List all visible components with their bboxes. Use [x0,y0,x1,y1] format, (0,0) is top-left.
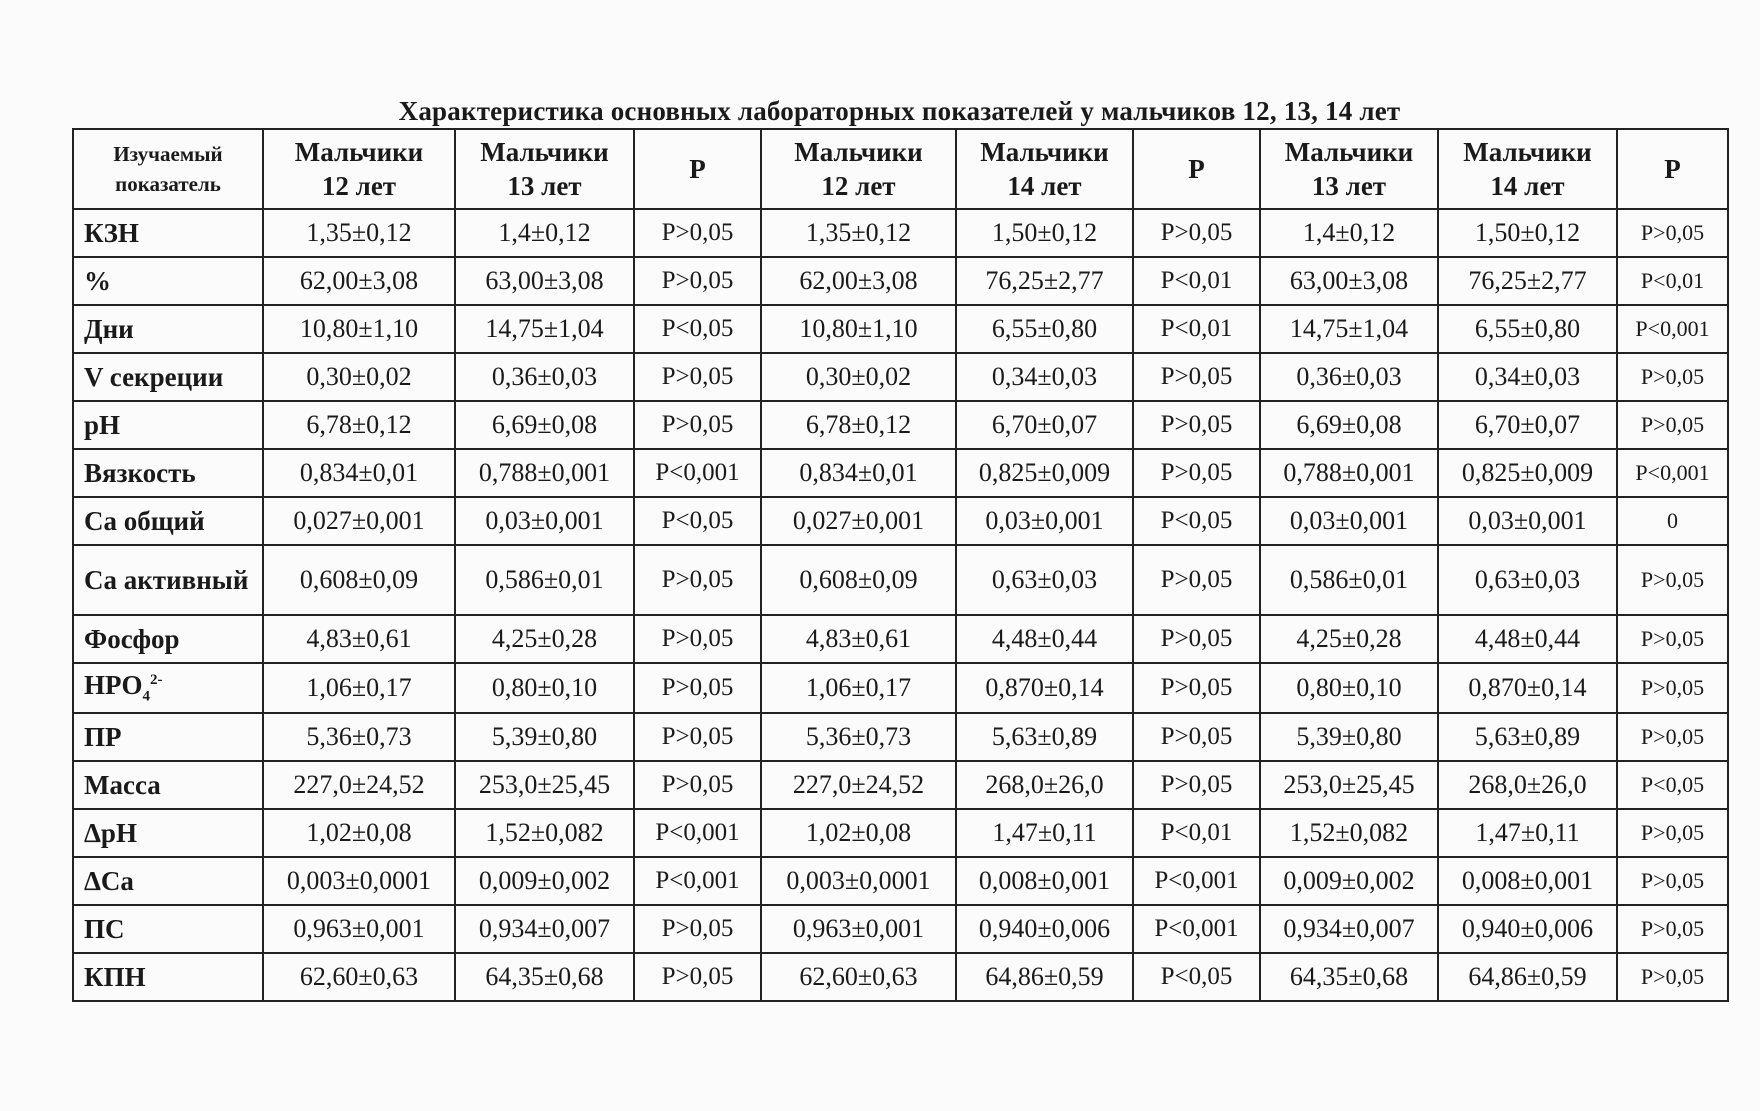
column-header-boys-12 [263,129,455,209]
value-cell: 5,63±0,89 [956,713,1133,761]
value-cell: 1,35±0,12 [761,209,956,257]
p-value-cell: 0 [1617,497,1728,545]
p-value-cell: P>0,05 [634,353,761,401]
p-value-cell: P>0,05 [634,401,761,449]
p-value-cell: P>0,05 [1617,713,1728,761]
value-cell: 1,02±0,08 [761,809,956,857]
value-cell: 0,34±0,03 [1438,353,1617,401]
value-cell: 1,50±0,12 [956,209,1133,257]
value-cell: 0,03±0,001 [455,497,634,545]
column-header-boys-14 [956,129,1133,209]
p-value-cell: P<0,001 [634,809,761,857]
table-row [73,615,1728,663]
value-cell: 6,78±0,12 [761,401,956,449]
header-text: Мальчики [794,137,923,167]
row-parameter-name [73,713,263,761]
row-parameter-name [73,401,263,449]
p-value-cell: P>0,05 [1133,713,1260,761]
value-cell: 62,60±0,63 [761,953,956,1001]
value-cell: 0,608±0,09 [761,545,956,615]
value-cell: 0,003±0,0001 [263,857,455,905]
p-value-cell: P>0,05 [1617,615,1728,663]
p-value-cell: P<0,05 [1133,953,1260,1001]
table-row [73,353,1728,401]
value-cell: 5,39±0,80 [1260,713,1438,761]
parameter-label: % [84,266,111,296]
parameter-label: Са общий [84,506,205,536]
value-cell: 0,008±0,001 [1438,857,1617,905]
header-text: P [1664,154,1681,184]
row-parameter-name [73,257,263,305]
p-value-cell: P>0,05 [1617,953,1728,1001]
value-cell: 227,0±24,52 [263,761,455,809]
parameter-label: Фосфор [84,624,180,654]
value-cell: 76,25±2,77 [1438,257,1617,305]
p-value-cell: P>0,05 [1617,353,1728,401]
value-cell: 0,30±0,02 [761,353,956,401]
row-parameter-name [73,761,263,809]
parameter-superscript: 2- [150,672,163,688]
value-cell: 0,36±0,03 [1260,353,1438,401]
value-cell: 0,934±0,007 [1260,905,1438,953]
value-cell: 1,4±0,12 [1260,209,1438,257]
value-cell: 5,39±0,80 [455,713,634,761]
value-cell: 6,69±0,08 [455,401,634,449]
table-row [73,809,1728,857]
table-row [73,497,1728,545]
table-row [73,545,1728,615]
value-cell: 76,25±2,77 [956,257,1133,305]
table-row [73,449,1728,497]
table-row [73,761,1728,809]
p-value-cell: P>0,05 [1133,761,1260,809]
p-value-cell: P>0,05 [1617,401,1728,449]
value-cell: 0,608±0,09 [263,545,455,615]
value-cell: 1,52±0,082 [455,809,634,857]
header-text: 13 лет [1311,171,1387,201]
value-cell: 1,06±0,17 [263,663,455,713]
value-cell: 0,586±0,01 [1260,545,1438,615]
table-body [73,209,1728,1001]
p-value-cell: P<0,05 [1617,761,1728,809]
table-row [73,209,1728,257]
row-parameter-name [73,905,263,953]
value-cell: 0,009±0,002 [1260,857,1438,905]
p-value-cell: P>0,05 [1617,857,1728,905]
value-cell: 0,36±0,03 [455,353,634,401]
value-cell: 0,027±0,001 [761,497,956,545]
value-cell: 253,0±25,45 [455,761,634,809]
header-text: P [1188,154,1205,184]
value-cell: 0,63±0,03 [956,545,1133,615]
value-cell: 6,55±0,80 [1438,305,1617,353]
column-header-boys-13 [455,129,634,209]
parameter-label: КПН [84,962,146,993]
row-parameter-name [73,953,263,1001]
value-cell: 0,03±0,001 [1438,497,1617,545]
p-value-cell: P<0,01 [1133,257,1260,305]
parameter-label: V секреции [84,362,224,392]
value-cell: 0,934±0,007 [455,905,634,953]
value-cell: 62,00±3,08 [263,257,455,305]
table-row [73,857,1728,905]
header-text: Мальчики [480,137,609,167]
parameter-label: ΔCa [84,866,134,897]
value-cell: 6,69±0,08 [1260,401,1438,449]
parameter-subscript: 4 [142,688,150,705]
p-value-cell: P>0,05 [1617,905,1728,953]
column-header-boys-14 [1438,129,1617,209]
value-cell: 0,03±0,001 [1260,497,1438,545]
value-cell: 1,52±0,082 [1260,809,1438,857]
column-header-p [634,129,761,209]
p-value-cell: P>0,05 [1133,615,1260,663]
value-cell: 6,78±0,12 [263,401,455,449]
column-header-p [1133,129,1260,209]
p-value-cell: P>0,05 [1133,209,1260,257]
header-text: 12 лет [321,171,397,201]
header-text: Мальчики [980,137,1109,167]
header-text: 14 лет [1007,171,1082,201]
value-cell: 6,70±0,07 [1438,401,1617,449]
value-cell: 0,870±0,14 [956,663,1133,713]
header-text: 13 лет [507,171,582,201]
value-cell: 4,83±0,61 [263,615,455,663]
value-cell: 0,788±0,001 [455,449,634,497]
p-value-cell: P<0,05 [1133,497,1260,545]
value-cell: 0,027±0,001 [263,497,455,545]
value-cell: 0,825±0,009 [1438,449,1617,497]
column-header-boys-13 [1260,129,1438,209]
value-cell: 1,35±0,12 [263,209,455,257]
value-cell: 14,75±1,04 [455,305,634,353]
p-value-cell: P>0,05 [1133,663,1260,713]
parameter-label: Са активный [84,565,249,595]
header-text: Мальчики [1284,137,1414,167]
p-value-cell: P<0,05 [634,305,761,353]
p-value-cell: P>0,05 [1133,449,1260,497]
table-row [73,305,1728,353]
value-cell: 0,788±0,001 [1260,449,1438,497]
value-cell: 1,02±0,08 [263,809,455,857]
value-cell: 1,06±0,17 [761,663,956,713]
value-cell: 6,70±0,07 [956,401,1133,449]
parameter-label: КЗН [84,218,139,248]
parameter-label: ПС [84,914,125,945]
header-text: Изучаемый [113,142,223,166]
value-cell: 227,0±24,52 [761,761,956,809]
p-value-cell: P>0,05 [634,615,761,663]
value-cell: 0,80±0,10 [1260,663,1438,713]
value-cell: 64,86±0,59 [1438,953,1617,1001]
row-parameter-name [73,615,263,663]
value-cell: 14,75±1,04 [1260,305,1438,353]
value-cell: 62,60±0,63 [263,953,455,1001]
p-value-cell: P>0,05 [634,713,761,761]
table-row [73,953,1728,1001]
p-value-cell: P<0,01 [1133,305,1260,353]
p-value-cell: P>0,05 [1133,353,1260,401]
lab-indicators-table [72,128,1729,1002]
p-value-cell: P>0,05 [1617,545,1728,615]
value-cell: 0,834±0,01 [761,449,956,497]
row-parameter-name [73,809,263,857]
p-value-cell: P<0,001 [1617,305,1728,353]
header-text: P [689,154,706,184]
value-cell: 64,86±0,59 [956,953,1133,1001]
p-value-cell: P<0,05 [634,497,761,545]
p-value-cell: P>0,05 [634,257,761,305]
value-cell: 1,4±0,12 [455,209,634,257]
value-cell: 0,03±0,001 [956,497,1133,545]
row-parameter-name [73,857,263,905]
value-cell: 268,0±26,0 [956,761,1133,809]
row-parameter-name [73,305,263,353]
value-cell: 62,00±3,08 [761,257,956,305]
row-parameter-name [73,545,263,615]
p-value-cell: P>0,05 [1617,209,1728,257]
value-cell: 253,0±25,45 [1260,761,1438,809]
value-cell: 63,00±3,08 [455,257,634,305]
p-value-cell: P<0,01 [1617,257,1728,305]
p-value-cell: P<0,001 [634,449,761,497]
p-value-cell: P>0,05 [634,545,761,615]
row-parameter-name [73,449,263,497]
p-value-cell: P>0,05 [634,209,761,257]
value-cell: 0,940±0,006 [1438,905,1617,953]
p-value-cell: P>0,05 [634,905,761,953]
row-parameter-name [73,663,263,713]
p-value-cell: P>0,05 [634,953,761,1001]
value-cell: 0,009±0,002 [455,857,634,905]
parameter-label: ΔpH [84,818,137,849]
p-value-cell: P>0,05 [634,663,761,713]
p-value-cell: P<0,001 [1133,857,1260,905]
row-parameter-name [73,209,263,257]
value-cell: 0,008±0,001 [956,857,1133,905]
value-cell: 0,834±0,01 [263,449,455,497]
value-cell: 0,63±0,03 [1438,545,1617,615]
parameter-label: HPO [84,670,143,700]
row-parameter-name [73,353,263,401]
value-cell: 0,870±0,14 [1438,663,1617,713]
header-text: Мальчики [1463,137,1592,167]
p-value-cell: P<0,001 [634,857,761,905]
p-value-cell: P<0,01 [1133,809,1260,857]
value-cell: 4,48±0,44 [956,615,1133,663]
value-cell: 63,00±3,08 [1260,257,1438,305]
table-row [73,713,1728,761]
column-header-parameter [73,129,263,209]
column-header-boys-12 [761,129,956,209]
parameter-label: Масса [84,770,161,801]
parameter-label: pH [84,410,121,440]
p-value-cell: P<0,001 [1133,905,1260,953]
value-cell: 4,25±0,28 [455,615,634,663]
value-cell: 5,36±0,73 [263,713,455,761]
parameter-label: Вязкость [84,458,196,488]
header-text: Мальчики [294,137,424,167]
value-cell: 5,63±0,89 [1438,713,1617,761]
value-cell: 4,83±0,61 [761,615,956,663]
value-cell: 6,55±0,80 [956,305,1133,353]
table-row [73,401,1728,449]
p-value-cell: P>0,05 [1617,809,1728,857]
value-cell: 1,50±0,12 [1438,209,1617,257]
value-cell: 0,940±0,006 [956,905,1133,953]
p-value-cell: P>0,05 [1617,663,1728,713]
table-row [73,905,1728,953]
value-cell: 10,80±1,10 [263,305,455,353]
row-parameter-name [73,497,263,545]
table-title: Характеристика основных лабораторных показателей у мальчиков 12, 13, 14 лет [398,96,1401,126]
p-value-cell: P>0,05 [1133,401,1260,449]
value-cell: 1,47±0,11 [956,809,1133,857]
table-row [73,663,1728,713]
table-row [73,257,1728,305]
value-cell: 0,34±0,03 [956,353,1133,401]
header-text: 14 лет [1490,171,1565,201]
p-value-cell: P<0,001 [1617,449,1728,497]
value-cell: 0,963±0,001 [263,905,455,953]
value-cell: 64,35±0,68 [1260,953,1438,1001]
value-cell: 64,35±0,68 [455,953,634,1001]
value-cell: 10,80±1,10 [761,305,956,353]
parameter-label: ПР [84,722,122,753]
parameter-label: Дни [84,314,134,344]
value-cell: 0,80±0,10 [455,663,634,713]
header-text: 12 лет [821,171,896,201]
value-cell: 0,825±0,009 [956,449,1133,497]
value-cell: 1,47±0,11 [1438,809,1617,857]
p-value-cell: P>0,05 [1133,545,1260,615]
value-cell: 0,30±0,02 [263,353,455,401]
value-cell: 4,25±0,28 [1260,615,1438,663]
value-cell: 4,48±0,44 [1438,615,1617,663]
header-row [73,129,1728,209]
value-cell: 0,963±0,001 [761,905,956,953]
column-header-p [1617,129,1728,209]
value-cell: 0,003±0,0001 [761,857,956,905]
value-cell: 268,0±26,0 [1438,761,1617,809]
value-cell: 5,36±0,73 [761,713,956,761]
value-cell: 0,586±0,01 [455,545,634,615]
p-value-cell: P>0,05 [634,761,761,809]
header-text: показатель [115,172,221,196]
